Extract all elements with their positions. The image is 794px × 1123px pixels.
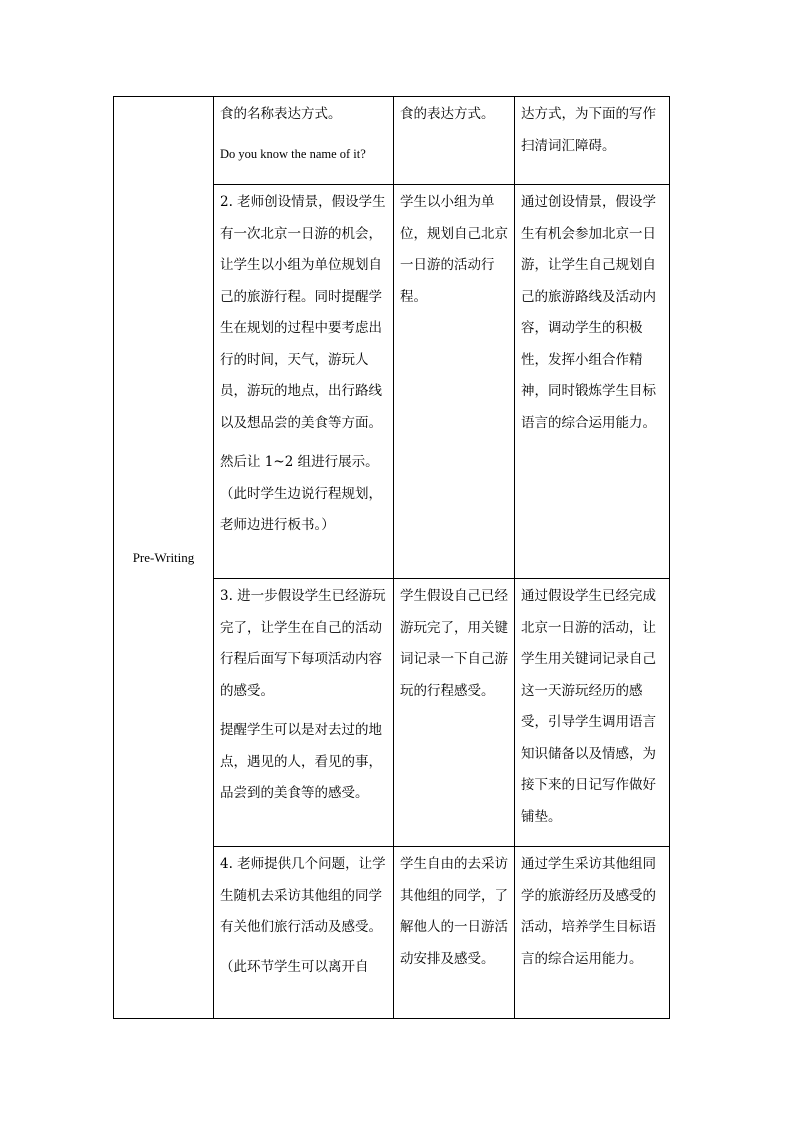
teacher-activity-text: 食的名称表达方式。 [220,106,342,122]
design-purpose-cell [515,579,670,847]
teacher-activity-text: 4. 老师提供几个问题，让学生随机去采访其他组的同学有关他们旅行活动及感受。 [220,856,386,935]
teacher-activity-text: 2. 老师创设情景，假设学生有一次北京一日游的机会，让学生以小组为单位规划自己的旅游行程。同时提醒学生在规划的过程中要考虑出行的时间，天气，游玩人员，游玩的地点，出行路线以及想品尝的美食等方面。 [220,194,386,431]
teacher-activity-cell [214,579,394,847]
phase-cell [114,97,214,1019]
teacher-activity-text: （此环节学生可以离开自 [220,958,369,975]
teacher-activity-cell [214,847,394,1019]
phase-label: Pre-Writing [132,549,195,565]
student-activity-cell [394,185,515,579]
design-purpose-cell [515,97,670,185]
teacher-activity-text: 3. 进一步假设学生已经游玩完了，让学生在自己的活动行程后面写下每项活动内容的感受。 [220,588,386,699]
student-activity-text: 学生以小组为单位，规划自己北京一日游的活动行程。 [400,194,508,305]
student-activity-cell [394,97,515,185]
student-activity-cell [394,579,515,847]
design-purpose-text: 通过假设学生已经完成北京一日游的活动，让学生用关键词记录自己这一天游玩经历的感受，引导学生调用语言知识储备以及情感，为接下来的日记写作做好铺垫。 [521,588,656,825]
teacher-activity-text: 然后让 1~2 组进行展示。（此时学生边说行程规划，老师边进行板书。） [220,454,382,533]
student-activity-text: 学生自由的去采访其他组的同学，了解他人的一日游活动安排及感受。 [400,856,508,967]
design-purpose-text: 达方式，为下面的写作扫清词汇障碍。 [521,106,656,154]
teacher-activity-text: Do you know the name of it? [220,146,366,161]
design-purpose-cell [515,847,670,1019]
teacher-activity-cell [214,185,394,579]
student-activity-text: 食的表达方式。 [400,106,495,122]
teacher-activity-cell [214,97,394,185]
design-purpose-cell [515,185,670,579]
teacher-activity-text: 提醒学生可以是对去过的地点，遇见的人，看见的事，品尝到的美食等的感受。 [220,722,382,801]
lesson-plan-table [113,96,670,1019]
table-row [114,97,670,185]
student-activity-cell [394,847,515,1019]
design-purpose-text: 通过学生采访其他组同学的旅游经历及感受的活动，培养学生目标语言的综合运用能力。 [521,856,656,967]
student-activity-text: 学生假设自己已经游玩完了，用关键词记录一下自己游玩的行程感受。 [400,588,508,699]
design-purpose-text: 通过创设情景，假设学生有机会参加北京一日游，让学生自己规划自己的旅游路线及活动内容，调动学生的积极性，发挥小组合作精神，同时锻炼学生目标语言的综合运用能力。 [521,194,656,431]
